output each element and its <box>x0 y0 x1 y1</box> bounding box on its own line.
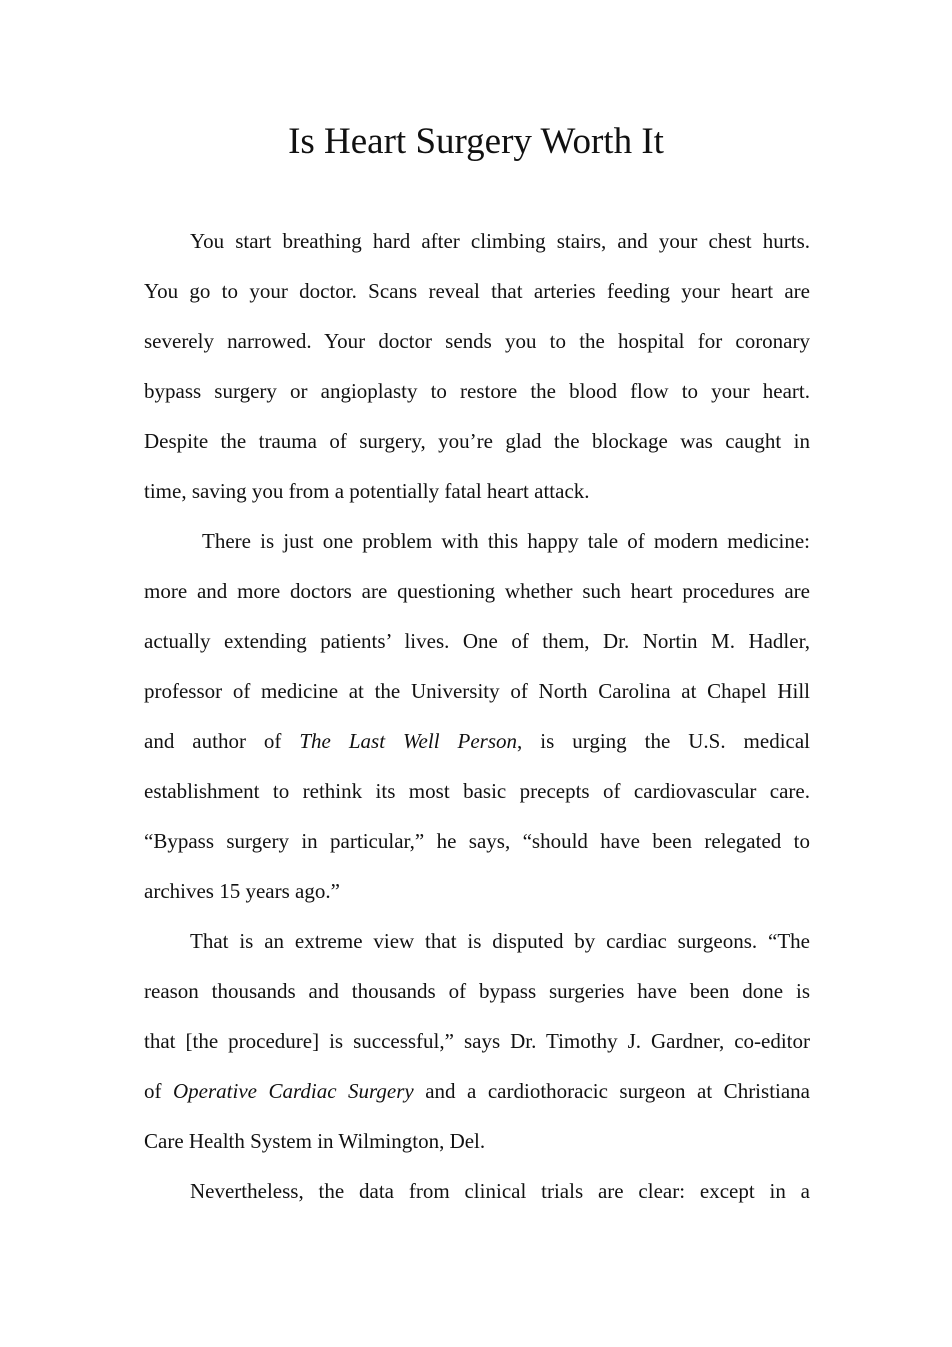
paragraph-1-line-2: You go to your doctor. Scans reveal that arteries feeding your heart are <box>144 279 810 303</box>
paragraph-3-line-3: that [the procedure] is successful,” says Dr. Timothy J. Gardner, co-editor <box>144 1029 810 1053</box>
paragraph-2-line-1: There is just one problem with this happy tale of modern medicine: <box>202 529 810 553</box>
book-title-last-well-person: The Last Well Person <box>299 729 518 753</box>
paragraph-2-line-5-start: and author of <box>144 729 282 753</box>
paragraph-1-line-3: severely narrowed. Your doctor sends you to the hospital for coronary <box>144 329 810 353</box>
paragraph-1-line-1: You start breathing hard after climbing stairs, and your chest hurts. <box>190 229 810 253</box>
paragraph-2-line-4: professor of medicine at the University of North Carolina at Chapel Hill <box>144 679 810 703</box>
paragraph-3-line-4-start: of <box>144 1079 162 1103</box>
paragraph-3-line-4-end: and a cardiothoracic surgeon at Christiana <box>425 1079 810 1103</box>
book-title-operative-cardiac-surgery: Operative Cardiac Surgery <box>173 1079 414 1103</box>
paragraph-1-line-6: time, saving you from a potentially fatal heart attack. <box>144 479 590 503</box>
paragraph-2-line-5 <box>144 716 810 766</box>
document-body <box>144 216 810 1216</box>
paragraph-2-line-7: “Bypass surgery in particular,” he says, “should have been relegated to <box>144 829 810 853</box>
paragraph-2-line-2: more and more doctors are questioning whether such heart procedures are <box>144 579 810 603</box>
paragraph-2-line-8: archives 15 years ago.” <box>144 879 340 903</box>
paragraph-3-line-4 <box>144 1066 810 1116</box>
paragraph-3-line-5: Care Health System in Wilmington, Del. <box>144 1129 486 1153</box>
paragraph-4-line-1: Nevertheless, the data from clinical trials are clear: except in a <box>190 1179 810 1203</box>
paragraph-2-line-6: establishment to rethink its most basic precepts of cardiovascular care. <box>144 779 810 803</box>
document-title: Is Heart Surgery Worth It <box>288 121 664 162</box>
paragraph-2-line-3: actually extending patients’ lives. One of them, Dr. Nortin M. Hadler, <box>144 629 810 653</box>
paragraph-1-line-4: bypass surgery or angioplasty to restore the blood flow to your heart. <box>144 379 810 403</box>
paragraph-1-line-5: Despite the trauma of surgery, you’re glad the blockage was caught in <box>144 429 810 453</box>
paragraph-2-line-5-end: , is urging the U.S. medical <box>517 729 811 753</box>
paragraph-3-line-2: reason thousands and thousands of bypass surgeries have been done is <box>144 979 810 1003</box>
paragraph-3-line-1: That is an extreme view that is disputed by cardiac surgeons. “The <box>190 929 810 953</box>
